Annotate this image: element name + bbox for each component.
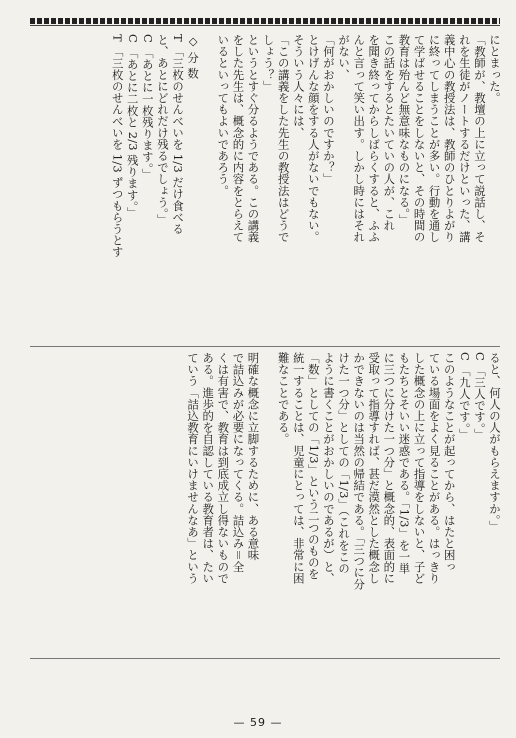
text-line: と、あとにどれだけ残るでしょう。」 <box>155 34 170 226</box>
text-line: 難なことである。 <box>276 352 291 445</box>
text-line: T 「三枚のせんべいを 1/3 ずつもらうとす <box>110 34 125 258</box>
text-line: 統一することは、児童にとっては、非常に困 <box>291 352 306 584</box>
text-line: くは有害で、教育は到底成立し得ないもので <box>216 352 231 584</box>
text-line: に終ってしまうことが多い。行動を通し <box>427 34 442 243</box>
text-line: ている場面をよく見ることがある。はっきり <box>427 352 442 584</box>
tier-divider <box>30 658 500 659</box>
text-line: というとすぐ分るようである。この講義 <box>246 34 261 243</box>
text-line: C 「あとに二枚と 2/3 残ります。」 <box>125 34 140 219</box>
text-line: もたちとそいい迷惑である。「1/3」を一単 <box>397 352 412 575</box>
text-line: いるといってもよいであろう。 <box>216 34 231 197</box>
text-line: C 「あとに一枚残ります。」 <box>140 34 155 181</box>
top-text-block <box>30 34 500 340</box>
text-line: ていう「詰込教育にいけませんなあ」という <box>186 352 201 584</box>
text-line: んと言って笑い出す。しかし時にはそれ <box>352 34 367 243</box>
text-line: C 「九人です。」 <box>457 352 472 441</box>
text-line: かできないのは当然の帰結である。「三つに分 <box>352 352 367 590</box>
blank-line <box>198 34 213 340</box>
text-line: れを生徒がノートするだけといった、講 <box>457 34 472 243</box>
text-line: がない、 <box>337 34 352 81</box>
text-line: C 「三人です。」 <box>472 352 487 441</box>
text-line: 「教師が、教壇の上に立って説話し、そ <box>472 34 487 243</box>
text-line: このようなことが起ってから、はたと困っ <box>442 352 457 573</box>
middle-text-block <box>30 352 500 652</box>
text-line: 義中心の教授法は、教師のひとりよがり <box>442 34 457 243</box>
text-line: この話をするとたいていの人が、これ <box>382 34 397 232</box>
text-line: をした先生は、概念的に内容をとらえて <box>231 34 246 243</box>
section-heading: ◇ 分 数 <box>186 34 201 80</box>
text-line: ある。進歩的を自認している教育者は、たい <box>201 352 216 584</box>
text-line: しょう？」 <box>261 34 276 92</box>
text-line: 明確な概念に立脚するために、ある意味 <box>246 352 261 561</box>
text-line: ると、何人の人がもらえますか。」 <box>488 352 502 532</box>
tier-divider <box>30 346 500 347</box>
text-line: ように書くことがおかしいのであるが）と、 <box>321 352 336 584</box>
text-line: T 「三枚のせんべいを 1/3 だけ食べる <box>171 34 186 235</box>
text-line: 教育は殆んど無意味なものになる。」 <box>397 34 412 226</box>
text-line: 「この講義をした先生の教授法はどうで <box>276 34 291 243</box>
text-line: とけげんな顔をする人がないでもない。 <box>306 34 321 243</box>
text-line: した概念の上に立って指導をしないと、子ど <box>412 352 427 584</box>
text-line: に三つに分けた一つ分」と概念的、表面的に <box>382 352 397 584</box>
page-number: — 59 — <box>233 716 283 729</box>
text-line: で詰込みが必要になってくる。詰込み＝全 <box>231 352 246 573</box>
text-line: 受取って指導すれば、甚だ漠然とした概念し <box>367 352 382 584</box>
blank-line <box>259 352 274 652</box>
text-line: て学ばせることをしないと、その時間の <box>412 34 427 243</box>
text-line: けた一つ分」としての「1/3」（これをこの <box>337 352 352 575</box>
top-border-rule <box>30 18 500 24</box>
text-line: 「何がおかしいのですか？」 <box>321 34 336 185</box>
text-line: を聞き終ってからしばらくすると、ふふ <box>367 34 382 243</box>
text-line: にとまった。 <box>488 34 502 104</box>
text-line: 「数」としての「1/3」という二つのものを <box>306 352 321 580</box>
text-line: そういう人々には、 <box>291 34 306 139</box>
